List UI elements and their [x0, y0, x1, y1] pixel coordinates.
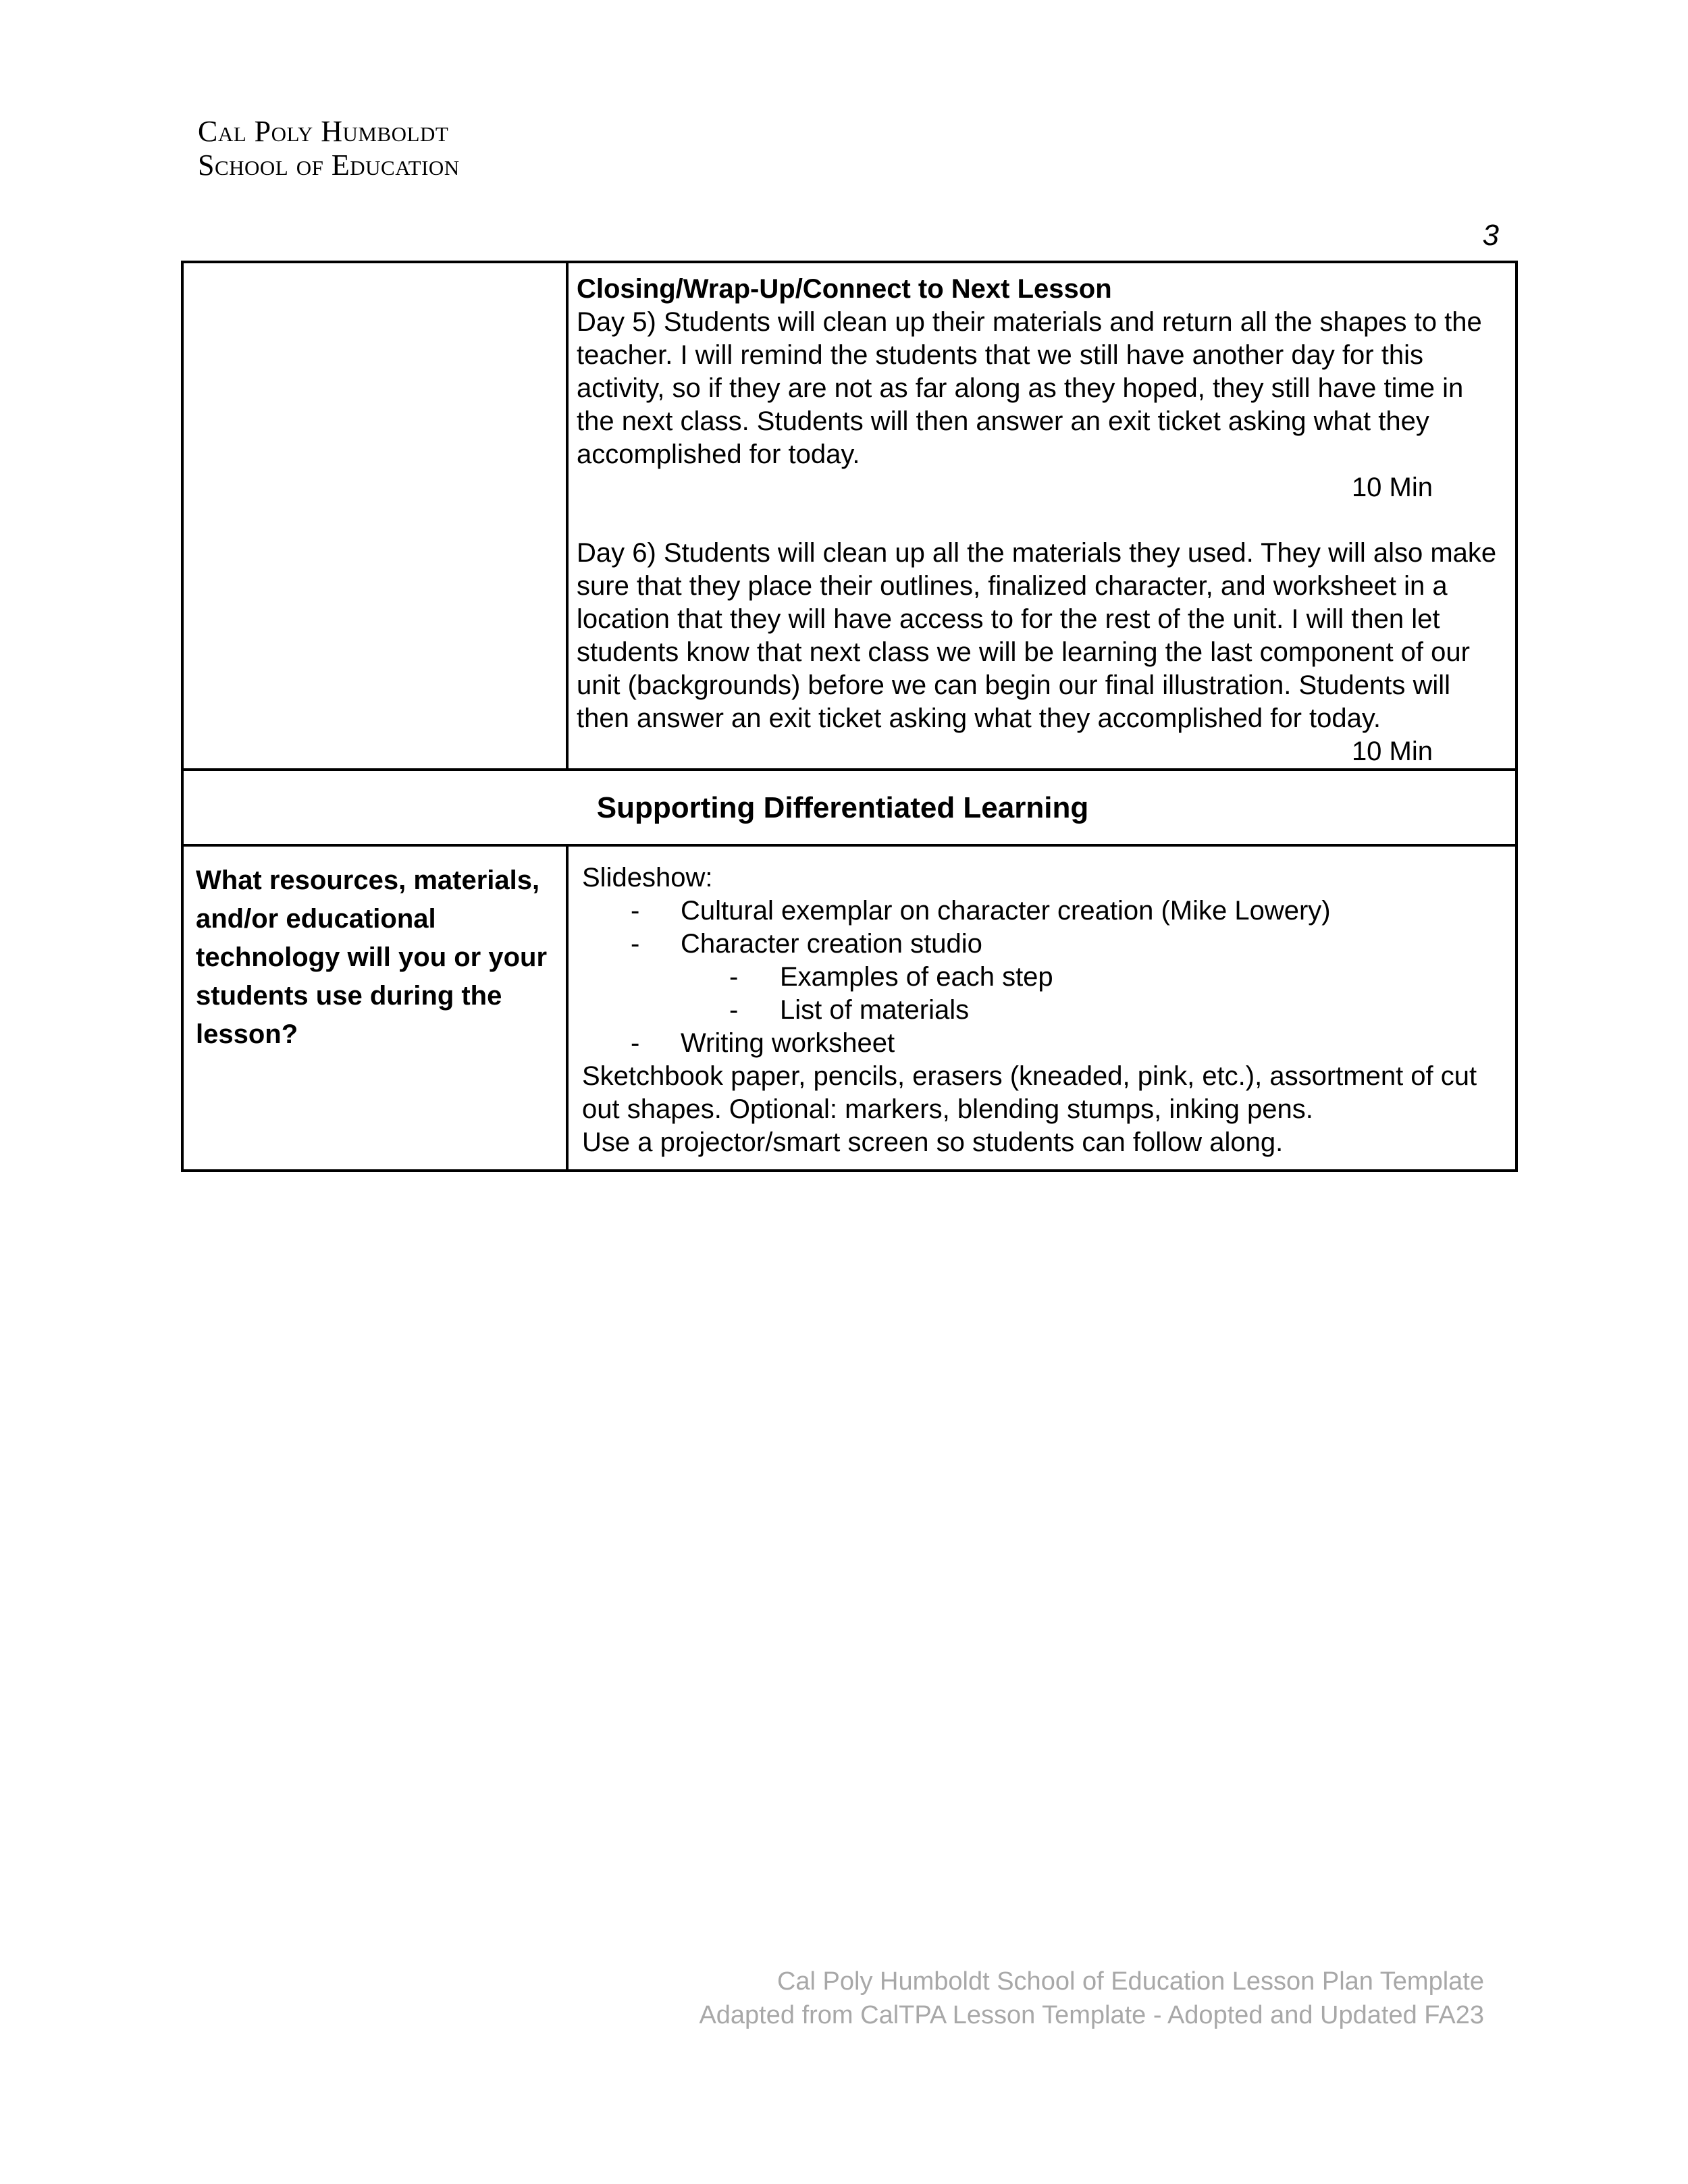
- day6-text: Day 6) Students will clean up all the materials they used. They will also make sure that they place their outlines, finalized character, and worksheet in a location that they will have access to for the rest of the unit. I will then let students know that next class we will be learning the last component of our unit (backgrounds) before we can begin our final illustration. Students will then answer an exit ticket asking what they accomplished for today.: [577, 538, 1497, 733]
- resources-answer-cell: [567, 845, 1516, 1171]
- slideshow-label: Slideshow:: [582, 863, 713, 893]
- day6-time: 10 Min: [1351, 737, 1433, 766]
- bullet: -: [631, 896, 640, 926]
- day5-time: 10 Min: [1351, 473, 1433, 502]
- list-item: [582, 928, 1507, 961]
- closing-row: [182, 262, 1516, 770]
- spacer: [582, 1159, 1507, 1169]
- header-institution: Cal Poly Humboldt: [198, 115, 449, 148]
- footer-template-name: Cal Poly Humboldt School of Education Lesson Plan Template: [776, 1967, 1484, 1996]
- list-item-text: Character creation studio: [681, 929, 982, 959]
- materials-text: Sketchbook paper, pencils, erasers (kneaded, pink, etc.), assortment of cut out shapes. Optional: markers, blending stumps, inking pens.: [582, 1061, 1477, 1124]
- bullet: -: [729, 962, 739, 992]
- closing-content-cell: [567, 262, 1516, 770]
- sub-list-item-text: Examples of each step: [780, 962, 1053, 992]
- document-footer: [699, 1965, 1484, 2032]
- section-heading-cell: [182, 770, 1516, 845]
- list-item: [582, 895, 1507, 928]
- closing-label-cell: [182, 262, 567, 770]
- document-header: [198, 115, 460, 182]
- sub-list-item: [582, 994, 1507, 1027]
- list-item: [582, 1027, 1507, 1060]
- footer-adapted-note: Adapted from CalTPA Lesson Template - Adopted and Updated FA23: [699, 2001, 1484, 2029]
- section-heading-row: [182, 770, 1516, 845]
- section-heading: Supporting Differentiated Learning: [596, 791, 1089, 824]
- spacer: [577, 504, 1507, 537]
- sub-list-item-text: List of materials: [780, 995, 970, 1025]
- resources-question: What resources, materials, and/or educational technology will you or your students use during the lesson?: [182, 845, 567, 1171]
- header-school: School of Education: [198, 149, 460, 182]
- resources-row: [182, 845, 1516, 1171]
- list-item-text: Writing worksheet: [681, 1028, 895, 1058]
- list-item-text: Cultural exemplar on character creation (Mike Lowery): [681, 896, 1331, 926]
- closing-heading: Closing/Wrap-Up/Connect to Next Lesson: [577, 274, 1112, 304]
- lesson-plan-table: [181, 261, 1518, 1172]
- sub-list-item: [582, 961, 1507, 994]
- bullet: -: [631, 1028, 640, 1058]
- page-number: 3: [1482, 219, 1499, 252]
- bullet: -: [631, 929, 640, 959]
- bullet: -: [729, 995, 739, 1025]
- day5-text: Day 5) Students will clean up their materials and return all the shapes to the teacher. I will remind the students that we still have another day for this activity, so if they are not as far along as they hoped, they still have time in the next class. Students will then answer an exit ticket asking what they accomplished for today.: [577, 307, 1482, 469]
- projector-text: Use a projector/smart screen so students can follow along.: [582, 1127, 1284, 1157]
